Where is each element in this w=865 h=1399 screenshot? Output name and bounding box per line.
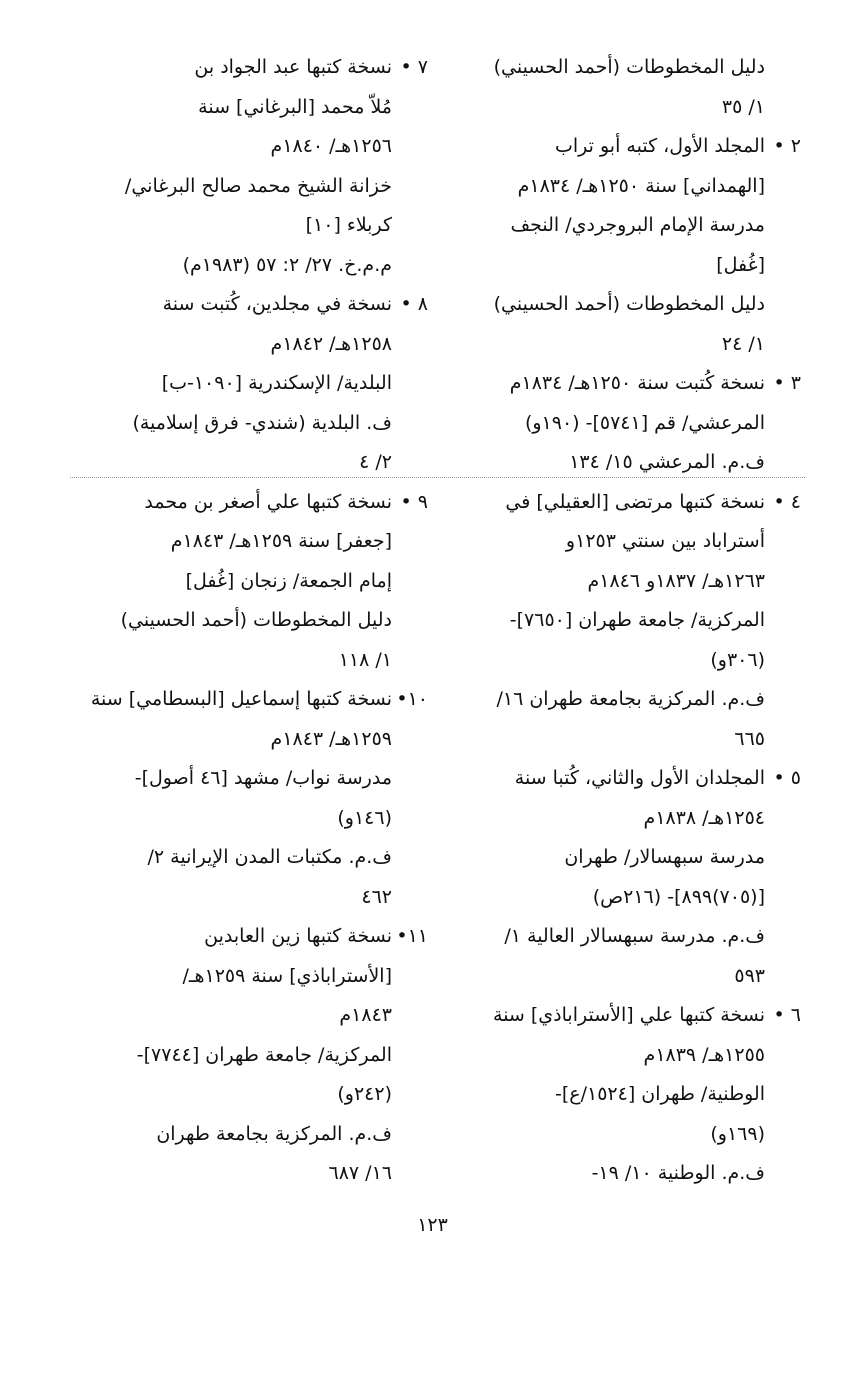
- entry-line: دليل المخطوطات (أحمد الحسيني): [493, 293, 765, 315]
- entry-number: ١٠•: [396, 688, 428, 710]
- entry-line: ١/ ١١٨: [338, 648, 392, 671]
- entry-number: ٣ •: [773, 372, 801, 394]
- entry-line: [غُفل]: [716, 253, 765, 276]
- entry-line: (٣٠٦و): [710, 648, 765, 671]
- entry-line: المركزية/ جامعة طهران [٧٧٤٤]-: [136, 1043, 392, 1066]
- entry-line: (١٤٦و): [337, 806, 392, 829]
- entry-line: مدرسة الإمام البروجردي/ النجف: [510, 214, 765, 236]
- entry-8: [78, 285, 428, 483]
- entry-line: نسخة كتبها زين العابدين: [204, 925, 392, 947]
- right-column: [456, 48, 801, 1194]
- entry-line: ١٢٥٤هـ/ ١٨٣٨م: [643, 806, 765, 829]
- entry-line: [(٧٠٥)٨٩٩]- (٢١٦ص): [592, 885, 765, 908]
- entry-line: ١٦/ ٦٨٧: [328, 1162, 392, 1184]
- left-column: [78, 48, 428, 1194]
- entry-line: ١٨٤٣م: [339, 1004, 392, 1026]
- entry-line: إمام الجمعة/ زنجان [غُفل]: [185, 569, 392, 592]
- entry-11: [78, 917, 428, 1194]
- entry-line: المركزية/ جامعة طهران [٧٦٥٠]-: [509, 609, 765, 631]
- entry-number: ٦ •: [773, 1004, 801, 1026]
- entry-line: نسخة كتبها علي [الأستراباذي] سنة: [493, 1004, 765, 1026]
- entry-line: ف.م. مكتبات المدن الإيرانية ٢/: [147, 846, 392, 868]
- entry-number: ٧ •: [400, 56, 428, 78]
- entry-line: ف.م. المركزية بجامعة طهران ١٦/: [496, 688, 765, 710]
- entry-number: ٥ •: [773, 767, 801, 789]
- entry-line: نسخة كتبها مرتضى [العقيلي] في: [505, 490, 765, 513]
- entry-line: [الأستراباذي] سنة ١٢٥٩هـ/: [182, 964, 392, 987]
- entry-line: ١٢٦٣هـ/ ١٨٣٧و ١٨٤٦م: [587, 569, 765, 592]
- entry-line: الوطنية/ طهران [١٥٢٤/ع]-: [555, 1083, 765, 1105]
- entry-line: نسخة كتبها علي أصغر بن محمد: [144, 490, 392, 513]
- entry-line: ٢/ ٤: [359, 451, 392, 473]
- entry-line: ١٢٥٩هـ/ ١٨٤٣م: [270, 727, 392, 750]
- entry-line: ١٢٥٥هـ/ ١٨٣٩م: [643, 1043, 765, 1066]
- entry-number: ١١•: [396, 925, 428, 947]
- entry-2: [456, 127, 801, 364]
- entry-7: [78, 48, 428, 285]
- entry-line: مدرسة سبهسالار/ طهران: [564, 846, 765, 868]
- entry-6: [456, 996, 801, 1194]
- entry-line: ١٢٥٨هـ/ ١٨٤٢م: [270, 332, 392, 355]
- entry-line: [الهمداني] سنة ١٢٥٠هـ/ ١٨٣٤م: [517, 174, 765, 197]
- entry-line: المرعشي/ قم [٥٧٤١]- (١٩٠و): [524, 411, 765, 434]
- entry-line: ف.م. الوطنية ١٠/ ١٩-: [591, 1162, 765, 1184]
- entry-line: مدرسة نواب/ مشهد [٤٦ أصول]-: [134, 767, 392, 789]
- entry-line: ٤٦٢: [361, 885, 392, 908]
- page-number: ١٢٣: [417, 1214, 448, 1236]
- entry-line: أستراباد بين سنتي ١٢٥٣و: [565, 530, 765, 552]
- entry-line: المجلدان الأول والثاني، كُتبا سنة: [514, 767, 765, 789]
- entry-number: ٢ •: [773, 135, 801, 157]
- entry-4: [456, 483, 801, 760]
- entry-line: نسخة كتبها عبد الجواد بن: [194, 56, 392, 78]
- entry-line: ف.م. مدرسة سبهسالار العالية ١/: [504, 925, 765, 947]
- entry-line: كربلاء [١٠]: [305, 214, 392, 236]
- entry-line: نسخة في مجلدين، كُتبت سنة: [162, 293, 392, 315]
- entry-line: دليل المخطوطات (أحمد الحسيني): [120, 609, 392, 631]
- entry-number: ٩ •: [400, 490, 428, 513]
- entry-10: [78, 680, 428, 917]
- entry-line: دليل المخطوطات (أحمد الحسيني): [493, 56, 765, 78]
- entry-line: ف.م. المركزية بجامعة طهران: [156, 1122, 392, 1145]
- entry-line: المجلد الأول، كتبه أبو تراب: [555, 135, 765, 157]
- entry-number: ٤ •: [773, 490, 801, 513]
- entry-line: ٥٩٣: [734, 964, 765, 987]
- entry-number: ٨ •: [400, 293, 428, 315]
- entry-line: نسخة كُتبت سنة ١٢٥٠هـ/ ١٨٣٤م: [509, 372, 765, 394]
- entry-5: [456, 759, 801, 996]
- entry-line: ٦٦٥: [734, 727, 765, 750]
- entry-continued: [456, 48, 801, 127]
- entry-line: مُلاّ محمد [البرغاني] سنة: [198, 95, 392, 118]
- entry-9: [78, 483, 428, 681]
- entry-line: ١٢٥٦هـ/ ١٨٤٠م: [270, 135, 392, 157]
- entry-line: ١/ ٣٥: [721, 95, 765, 118]
- entry-line: م.م.خ. ٢٧/ ٢: ٥٧ (١٩٨٣م): [182, 253, 392, 276]
- entry-3: [456, 364, 801, 483]
- entry-line: البلدية/ الإسكندرية [١٠٩٠-ب]: [161, 372, 392, 394]
- entry-line: (١٦٩و): [710, 1122, 765, 1145]
- entry-line: خزانة الشيخ محمد صالح البرغاني/: [124, 174, 392, 197]
- entry-line: ١/ ٢٤: [721, 332, 765, 355]
- entry-line: نسخة كتبها إسماعيل [البسطامي] سنة: [90, 688, 392, 710]
- entry-line: [جعفر] سنة ١٢٥٩هـ/ ١٨٤٣م: [170, 530, 392, 552]
- entry-line: ف. البلدية (شندي- فرق إسلامية): [132, 411, 392, 434]
- entry-line: ف.م. المرعشي ١٥/ ١٣٤: [569, 451, 765, 473]
- entry-line: (٢٤٢و): [337, 1083, 392, 1105]
